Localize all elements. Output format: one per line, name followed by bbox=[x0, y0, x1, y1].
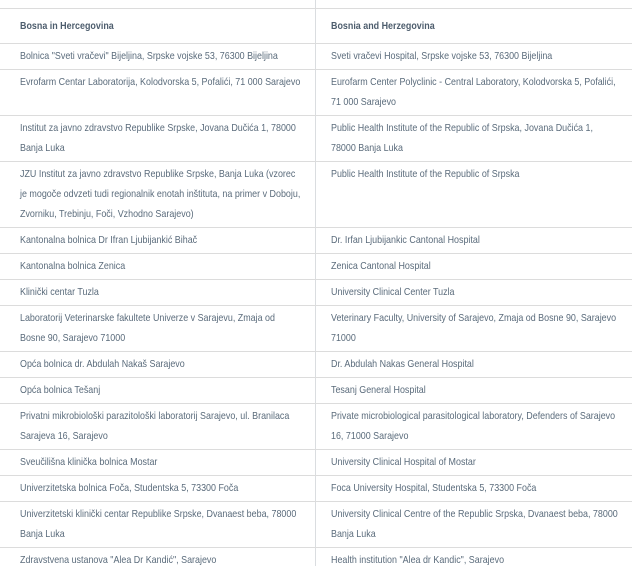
table-row bbox=[0, 378, 632, 404]
cell-text-right: Dr. Irfan Ljubijankic Cantonal Hospital bbox=[331, 234, 480, 246]
cell-text-left: Kantonalna bolnica Zenica bbox=[20, 260, 126, 272]
cell-text-left: Bolnica "Sveti vračevi" Bijeljina, Srpske vojske 53, 76300 Bijeljina bbox=[20, 50, 278, 62]
cell-left bbox=[0, 44, 316, 69]
spacer-cell-left bbox=[0, 0, 316, 8]
cell-text-right: Health institution "Alea dr Kandic", Sarajevo bbox=[331, 554, 505, 566]
cell-text-left: Univerzitetska bolnica Foča, Studentska 5, 73300 Foča bbox=[20, 482, 239, 494]
cell-right bbox=[316, 502, 632, 547]
table-row bbox=[0, 404, 632, 450]
cell-left bbox=[0, 502, 316, 547]
cell-right bbox=[316, 162, 632, 227]
table-row bbox=[0, 476, 632, 502]
cell-text-right: Tesanj General Hospital bbox=[331, 384, 426, 396]
table-row bbox=[0, 228, 632, 254]
table-row bbox=[0, 280, 632, 306]
cell-text-right: Public Health Institute of the Republic of Srpska, Jovana Dučića 1, 78000 Banja Luka bbox=[331, 122, 593, 154]
header-cell-left bbox=[0, 9, 316, 43]
cell-text-left: Sveučilišna klinička bolnica Mostar bbox=[20, 456, 158, 468]
cell-left bbox=[0, 162, 316, 227]
table-row bbox=[0, 162, 632, 228]
cell-right bbox=[316, 548, 632, 566]
cell-text-left: Kantonalna bolnica Dr Ifran Ljubijankić Bihač bbox=[20, 234, 198, 246]
cell-right bbox=[316, 280, 632, 305]
cell-left bbox=[0, 254, 316, 279]
cell-left bbox=[0, 378, 316, 403]
cell-right bbox=[316, 254, 632, 279]
cell-right bbox=[316, 306, 632, 351]
cell-left bbox=[0, 352, 316, 377]
spacer-cell-right bbox=[316, 0, 632, 8]
cell-left bbox=[0, 280, 316, 305]
cell-text-left: Laboratorij Veterinarske fakultete Univerze v Sarajevu, Zmaja od Bosne 90, Sarajevo 71000 bbox=[20, 312, 275, 344]
cell-text-left: Opća bolnica Tešanj bbox=[20, 384, 101, 396]
cell-text-right: Sveti vračevi Hospital, Srpske vojske 53, 76300 Bijeljina bbox=[331, 50, 553, 62]
cell-text-right: Public Health Institute of the Republic of Srpska bbox=[331, 168, 520, 180]
table-row bbox=[0, 116, 632, 162]
table-row bbox=[0, 450, 632, 476]
table-row bbox=[0, 502, 632, 548]
cell-left bbox=[0, 450, 316, 475]
cell-right bbox=[316, 228, 632, 253]
cell-right bbox=[316, 450, 632, 475]
cell-left bbox=[0, 306, 316, 351]
cell-text-right: University Clinical Centre of the Republic Srpska, Dvanaest beba, 78000 Banja Luka bbox=[331, 508, 618, 540]
table-row bbox=[0, 44, 632, 70]
cell-text-right: University Clinical Center Tuzla bbox=[331, 286, 455, 298]
cell-text-right: Veterinary Faculty, University of Sarajevo, Zmaja od Bosne 90, Sarajevo 71000 bbox=[331, 312, 617, 344]
cell-text-left: Zdravstvena ustanova "Alea Dr Kandić", Sarajevo bbox=[20, 554, 217, 566]
cell-text-left: Evrofarm Centar Laboratorija, Kolodvorska 5, Pofalići, 71 000 Sarajevo bbox=[20, 76, 301, 88]
cell-text-left: Klinički centar Tuzla bbox=[20, 286, 99, 298]
cell-right bbox=[316, 70, 632, 115]
table-row bbox=[0, 548, 632, 566]
cell-text-right: Foca University Hospital, Studentska 5, 73300 Foča bbox=[331, 482, 537, 494]
table-row bbox=[0, 254, 632, 280]
cell-text-left: Univerzitetski klinički centar Republike Srpske, Dvanaest beba, 78000 Banja Luka bbox=[20, 508, 297, 540]
cell-left bbox=[0, 476, 316, 501]
table-row bbox=[0, 306, 632, 352]
table-row bbox=[0, 352, 632, 378]
header-label-left: Bosna in Hercegovina bbox=[20, 20, 114, 32]
cell-text-right: Eurofarm Center Polyclinic - Central Laboratory, Kolodvorska 5, Pofalići, 71 000 Sarajevo bbox=[331, 76, 616, 108]
header-label-right: Bosnia and Herzegovina bbox=[331, 20, 435, 32]
header-cell-right bbox=[316, 9, 632, 43]
cell-right bbox=[316, 378, 632, 403]
cell-left bbox=[0, 116, 316, 161]
cell-right bbox=[316, 476, 632, 501]
cell-text-left: Institut za javno zdravstvo Republike Srpske, Jovana Dučića 1, 78000 Banja Luka bbox=[20, 122, 296, 154]
cell-right bbox=[316, 116, 632, 161]
cell-text-left: Opća bolnica dr. Abdulah Nakaš Sarajevo bbox=[20, 358, 185, 370]
cell-text-right: Dr. Abdulah Nakas General Hospital bbox=[331, 358, 474, 370]
table-top-spacer bbox=[0, 0, 632, 9]
cell-left bbox=[0, 548, 316, 566]
table-header-row bbox=[0, 9, 632, 44]
cell-text-right: University Clinical Hospital of Mostar bbox=[331, 456, 476, 468]
cell-right bbox=[316, 404, 632, 449]
cell-left bbox=[0, 404, 316, 449]
cell-left bbox=[0, 70, 316, 115]
cell-text-left: JZU Institut za javno zdravstvo Republike Srpske, Banja Luka (vzorec je mogoče odvzeti tudi regionalnik enotah inštituta, na primer v Doboju, Zvorniku, Trebinju, Foči, Vzhodno Sarajevo) bbox=[20, 168, 301, 220]
table-row bbox=[0, 70, 632, 116]
cell-right bbox=[316, 44, 632, 69]
cell-text-right: Private microbiological parasitological laboratory, Defenders of Sarajevo 16, 71000 Sarajevo bbox=[331, 410, 616, 442]
cell-text-left: Privatni mikrobiološki parazitološki laboratorij Sarajevo, ul. Branilaca Sarajeva 16, Sarajevo bbox=[20, 410, 290, 442]
cell-left bbox=[0, 228, 316, 253]
cell-text-right: Zenica Cantonal Hospital bbox=[331, 260, 431, 272]
cell-right bbox=[316, 352, 632, 377]
